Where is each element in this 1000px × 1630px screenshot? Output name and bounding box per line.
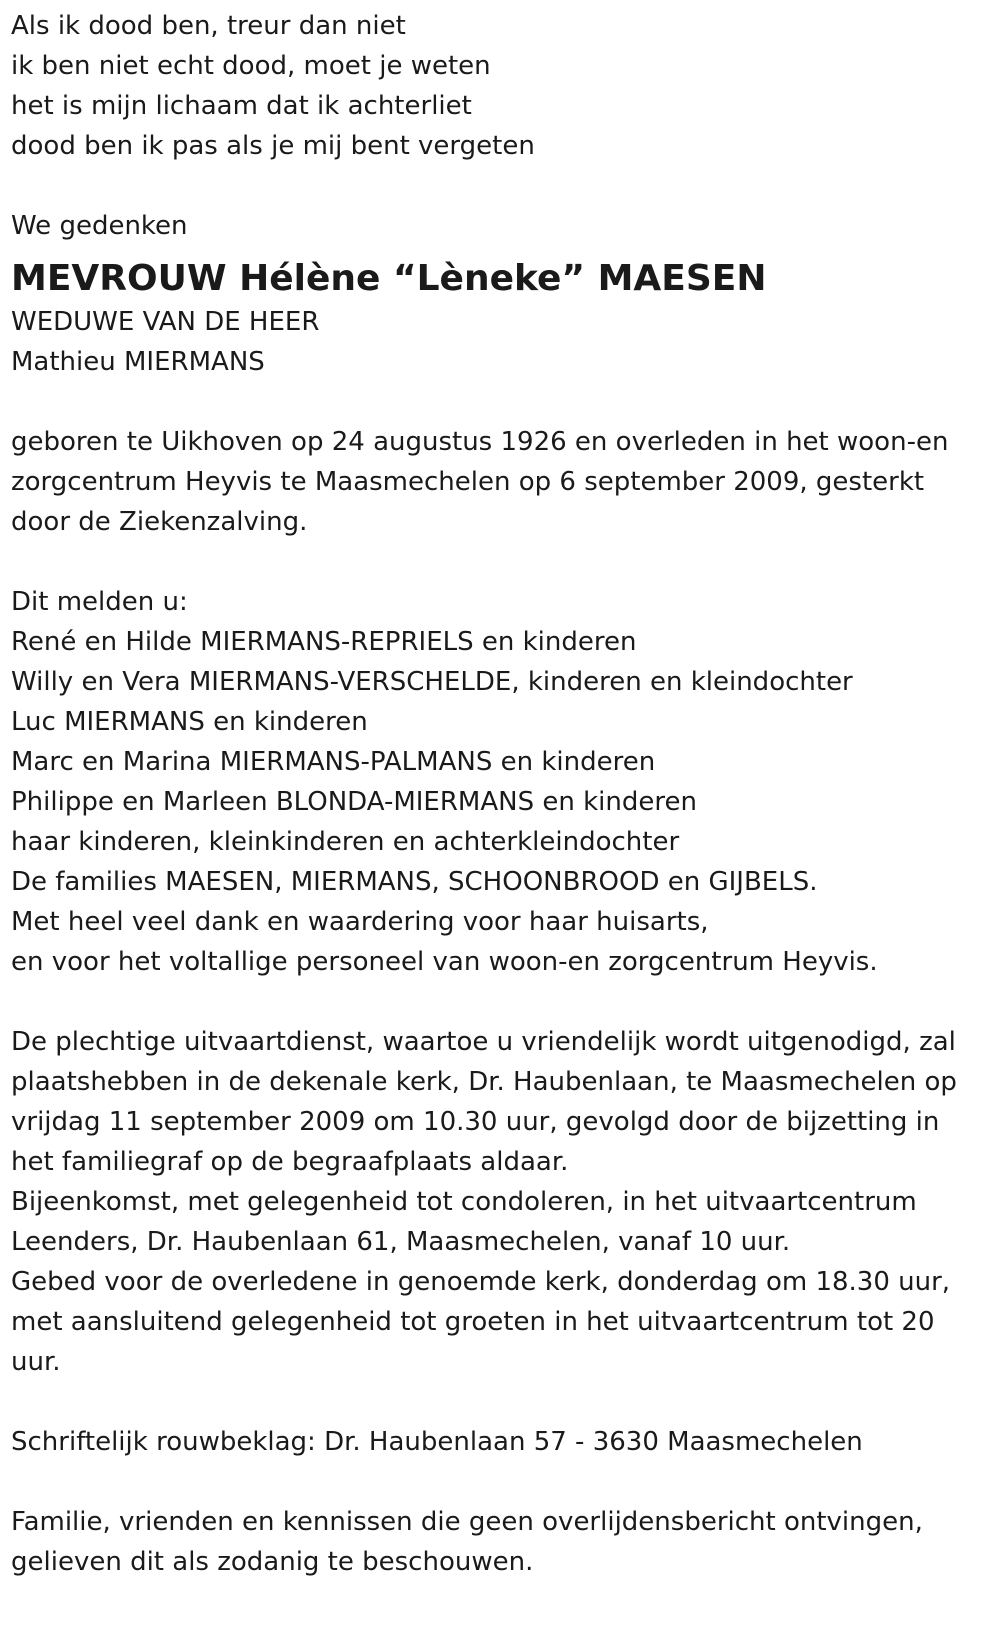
paragraph-line: Familie, vrienden en kennissen die geen overlijdensbericht ontvingen,: [11, 1507, 923, 1537]
paragraph-line: Bijeenkomst, met gelegenheid tot condoleren, in het uitvaartcentrum: [11, 1187, 917, 1217]
spacer: [11, 1462, 989, 1502]
list-item: Willy en Vera MIERMANS-VERSCHELDE, kinderen en kleindochter: [11, 667, 853, 697]
paragraph-line: vrijdag 11 september 2009 om 10.30 uur, gevolgd door de bijzetting in: [11, 1107, 940, 1137]
list-item: en voor het voltallige personeel van woon-en zorgcentrum Heyvis.: [11, 947, 878, 977]
birth-death-paragraph: [11, 422, 989, 542]
list-item: Luc MIERMANS en kinderen: [11, 707, 368, 737]
list-item: haar kinderen, kleinkinderen en achterkleindochter: [11, 827, 680, 857]
poem: [11, 6, 989, 166]
poem-line: ik ben niet echt dood, moet je weten: [11, 51, 491, 81]
widow-line: WEDUWE VAN DE HEER: [11, 307, 320, 337]
paragraph-line: door de Ziekenzalving.: [11, 507, 308, 537]
paragraph-line: uur.: [11, 1347, 61, 1377]
list-item: Dit melden u:: [11, 587, 188, 617]
poem-line: Als ik dood ben, treur dan niet: [11, 11, 406, 41]
closing-paragraph: [11, 1502, 989, 1582]
list-item: Philippe en Marleen BLONDA-MIERMANS en kinderen: [11, 787, 697, 817]
spacer: [11, 166, 989, 206]
paragraph-line: het familiegraf op de begraafplaats aldaar.: [11, 1147, 569, 1177]
paragraph-line: Gebed voor de overledene in genoemde kerk, donderdag om 18.30 uur,: [11, 1267, 951, 1297]
list-item: Met heel veel dank en waardering voor haar huisarts,: [11, 907, 709, 937]
list-item: René en Hilde MIERMANS-REPRIELS en kinderen: [11, 627, 637, 657]
paragraph-line: Leenders, Dr. Haubenlaan 61, Maasmechelen, vanaf 10 uur.: [11, 1227, 791, 1257]
spacer: [11, 982, 989, 1022]
spouse-name: Mathieu MIERMANS: [11, 347, 265, 377]
announcers-list: [11, 582, 989, 982]
condolence-address: Schriftelijk rouwbeklag: Dr. Haubenlaan 57 - 3630 Maasmechelen: [11, 1427, 863, 1457]
paragraph-line: met aansluitend gelegenheid tot groeten in het uitvaartcentrum tot 20: [11, 1307, 935, 1337]
poem-line: dood ben ik pas als je mij bent vergeten: [11, 131, 535, 161]
ceremony-paragraph: [11, 1022, 989, 1382]
spacer: [11, 542, 989, 582]
list-item: De families MAESEN, MIERMANS, SCHOONBROOD en GIJBELS.: [11, 867, 818, 897]
poem-line: het is mijn lichaam dat ik achterliet: [11, 91, 472, 121]
paragraph-line: De plechtige uitvaartdienst, waartoe u vriendelijk wordt uitgenodigd, zal: [11, 1027, 956, 1057]
deceased-name: MEVROUW Hélène “Lèneke” MAESEN: [11, 258, 767, 299]
spacer: [11, 382, 989, 422]
paragraph-line: zorgcentrum Heyvis te Maasmechelen op 6 september 2009, gesterkt: [11, 467, 925, 497]
paragraph-line: geboren te Uikhoven op 24 augustus 1926 en overleden in het woon-en: [11, 427, 949, 457]
paragraph-line: plaatshebben in de dekenale kerk, Dr. Haubenlaan, te Maasmechelen op: [11, 1067, 957, 1097]
intro-text: We gedenken: [11, 211, 188, 241]
list-item: Marc en Marina MIERMANS-PALMANS en kinderen: [11, 747, 656, 777]
paragraph-line: gelieven dit als zodanig te beschouwen.: [11, 1547, 534, 1577]
spacer: [11, 1382, 989, 1422]
